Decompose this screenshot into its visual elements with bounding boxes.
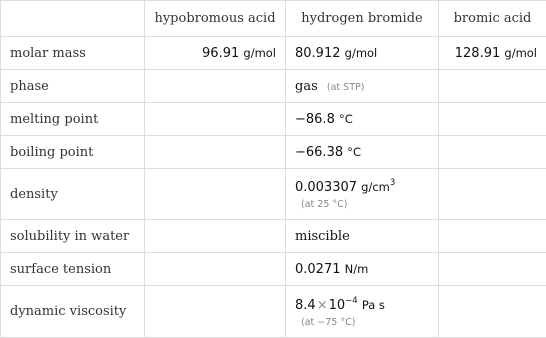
- row-label-phase: phase: [1, 70, 145, 103]
- unit: Pa s: [361, 297, 385, 312]
- mantissa: 8.4: [295, 297, 316, 313]
- cell-hydrogen-density: [286, 169, 439, 220]
- cell-bromic-surface-tension: [439, 253, 546, 286]
- cell-hypobromous-dynamic-viscosity: [145, 286, 286, 338]
- exponent: −4: [345, 295, 358, 306]
- cell-hypobromous-surface-tension: [145, 253, 286, 286]
- times-sign: ×: [316, 297, 328, 313]
- row-label-surface-tension: surface tension: [1, 253, 145, 286]
- column-header-hypobromous-acid: hypobromous acid: [145, 1, 286, 37]
- table-row-phase: [1, 70, 546, 103]
- unit: °C: [347, 144, 362, 159]
- cell-hypobromous-melting-point: [145, 103, 286, 136]
- unit: °C: [338, 111, 353, 126]
- value: miscible: [295, 228, 350, 244]
- base: 10: [328, 297, 346, 313]
- cell-hypobromous-molar-mass: [145, 37, 286, 70]
- row-label-boiling-point: boiling point: [1, 136, 145, 169]
- cell-bromic-density: [439, 169, 546, 220]
- cell-hydrogen-melting-point: [286, 103, 439, 136]
- unit: N/m: [344, 261, 369, 276]
- row-label-solubility: solubility in water: [1, 220, 145, 253]
- cell-hydrogen-dynamic-viscosity: [286, 286, 439, 338]
- table-row-melting-point: [1, 103, 546, 136]
- unit: g/mol: [504, 45, 537, 60]
- column-header-bromic-acid: bromic acid: [439, 1, 546, 37]
- unit: g/mol: [344, 45, 378, 60]
- cell-hypobromous-density: [145, 169, 286, 220]
- unit: g/cm: [361, 180, 390, 194]
- row-label-melting-point: melting point: [1, 103, 145, 136]
- column-header-hydrogen-bromide: hydrogen bromide: [286, 1, 439, 37]
- cell-hypobromous-phase: [145, 70, 286, 103]
- table-row-boiling-point: [1, 136, 546, 169]
- cell-bromic-dynamic-viscosity: [439, 286, 546, 338]
- condition-note: (at STP): [326, 81, 365, 93]
- corner-cell: [1, 1, 145, 37]
- cell-hydrogen-solubility: [286, 220, 439, 253]
- table-row-density: [1, 169, 546, 220]
- condition-note: (at −75 °C): [301, 316, 356, 328]
- value: 96.91: [202, 45, 240, 61]
- row-label-density: density: [1, 169, 145, 220]
- unit: g/mol: [243, 45, 276, 60]
- table-row-dynamic-viscosity: [1, 286, 546, 338]
- table-row-molar-mass: [1, 37, 546, 70]
- table-row-solubility: [1, 220, 546, 253]
- value: 80.912: [295, 45, 341, 61]
- cell-hydrogen-boiling-point: [286, 136, 439, 169]
- value: −66.38: [295, 144, 344, 160]
- cell-bromic-solubility: [439, 220, 546, 253]
- value: −86.8: [295, 111, 335, 127]
- value: 0.0271: [295, 261, 341, 277]
- row-label-dynamic-viscosity: dynamic viscosity: [1, 286, 145, 338]
- row-label-molar-mass: molar mass: [1, 37, 145, 70]
- cell-bromic-melting-point: [439, 103, 546, 136]
- value: 0.003307: [295, 180, 358, 195]
- header-row: [1, 1, 546, 37]
- table-row-surface-tension: [1, 253, 546, 286]
- cell-hydrogen-molar-mass: [286, 37, 439, 70]
- cell-hydrogen-phase: [286, 70, 439, 103]
- cell-hypobromous-solubility: [145, 220, 286, 253]
- cell-hydrogen-surface-tension: [286, 253, 439, 286]
- value: gas: [295, 78, 318, 94]
- cell-bromic-molar-mass: [439, 37, 546, 70]
- value: 128.91: [454, 45, 501, 61]
- unit-exponent: 3: [389, 178, 396, 188]
- cell-bromic-phase: [439, 70, 546, 103]
- condition-note: (at 25 °C): [301, 199, 348, 210]
- cell-bromic-boiling-point: [439, 136, 546, 169]
- cell-hypobromous-boiling-point: [145, 136, 286, 169]
